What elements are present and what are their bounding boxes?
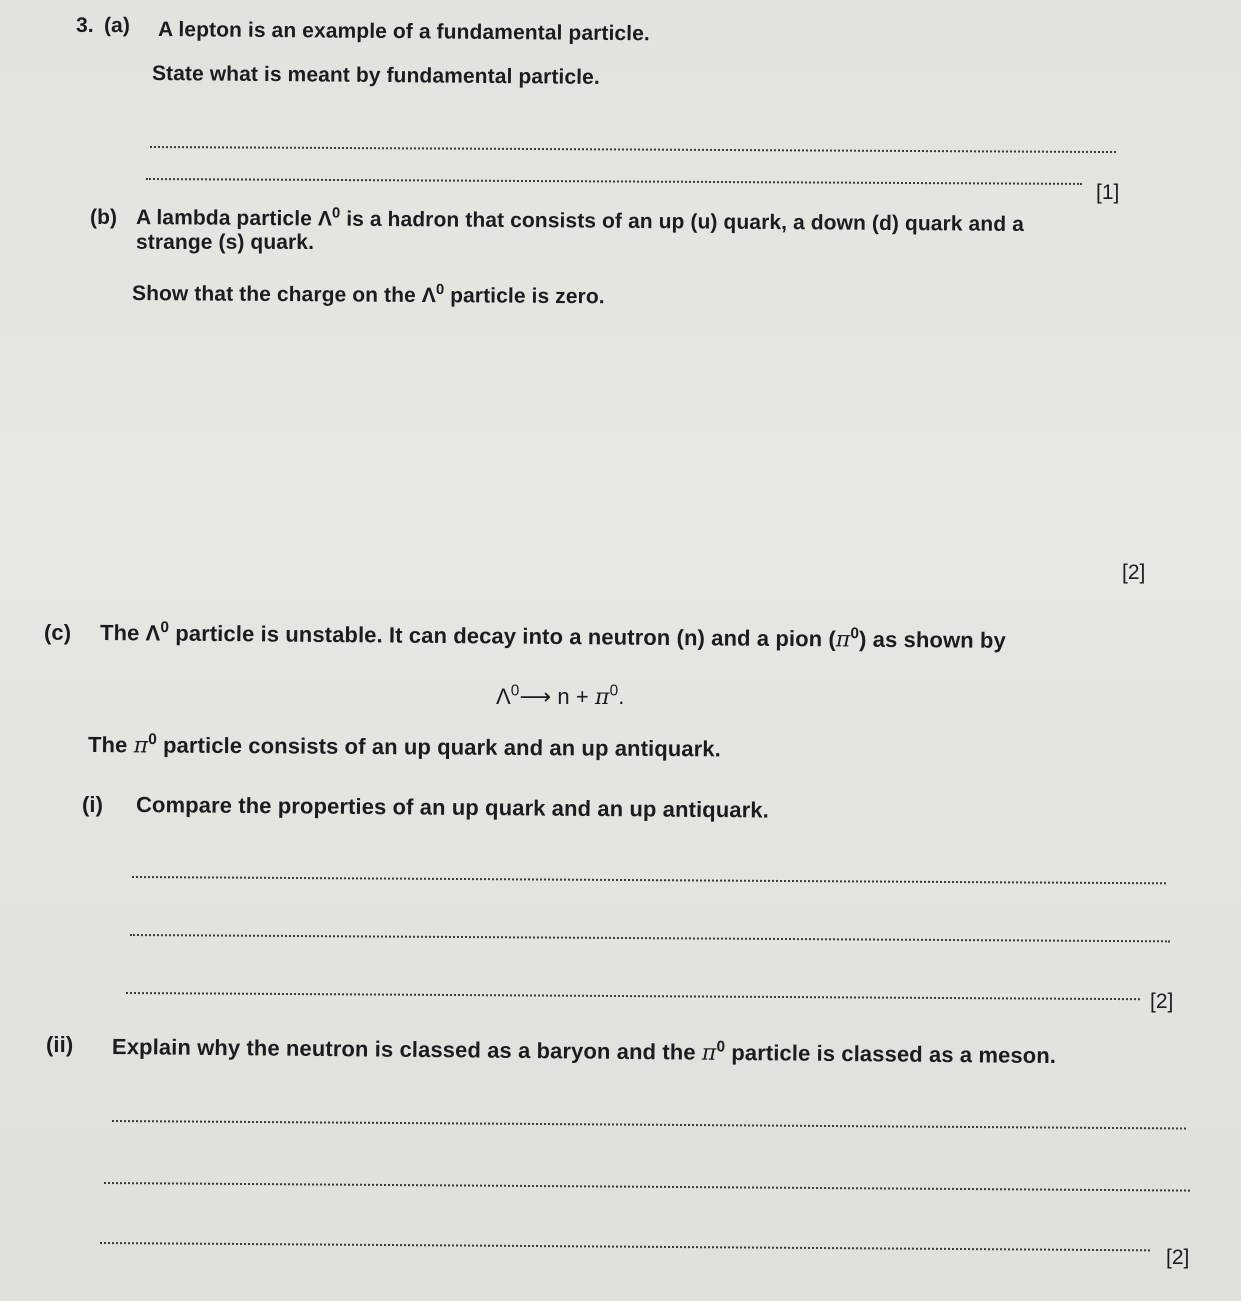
part-ci-label: (i) xyxy=(82,792,104,817)
equation-lambda-superscript: 0 xyxy=(510,682,520,700)
marks-cii: [2] xyxy=(1166,1246,1190,1269)
answer-line-a2[interactable] xyxy=(146,178,1082,185)
part-cii-text-post: particle is classed as a meson. xyxy=(724,1039,1057,1069)
part-b-line2: strange (s) quark. xyxy=(136,231,315,254)
lambda-superscript: 0 xyxy=(160,619,170,637)
part-b-line1-pre: A lambda particle xyxy=(135,206,319,231)
pion-superscript: 0 xyxy=(716,1038,726,1056)
answer-line-ci1[interactable] xyxy=(132,876,1166,884)
equation-arrow: ⟶ xyxy=(519,684,552,709)
equation-pion: π xyxy=(595,685,610,710)
equation-end: . xyxy=(618,684,625,709)
pion-description xyxy=(88,732,721,762)
part-a-prompt: State what is meant by fundamental particle. xyxy=(151,62,600,89)
part-a-stem: A lepton is an example of a fundamental particle. xyxy=(157,18,650,46)
answer-line-ci3[interactable] xyxy=(126,992,1140,1000)
part-c-line1 xyxy=(100,620,1006,654)
marks-b: [2] xyxy=(1122,561,1146,584)
pion-superscript: 0 xyxy=(850,625,860,643)
pion-superscript: 0 xyxy=(148,730,157,749)
part-b-prompt-post: particle is zero. xyxy=(444,284,605,309)
pion-symbol: π xyxy=(835,627,851,653)
decay-equation xyxy=(496,684,624,710)
answer-line-cii3[interactable] xyxy=(100,1242,1150,1251)
part-b-line1-post: is a hadron that consists of an up (u) quark, a down (d) quark and a xyxy=(340,207,1025,236)
answer-line-a1[interactable] xyxy=(150,146,1116,153)
lambda-superscript: 0 xyxy=(332,205,341,222)
part-b-prompt xyxy=(132,282,605,309)
part-cii-text xyxy=(112,1034,1056,1069)
part-c-label: (c) xyxy=(44,620,72,645)
answer-line-cii1[interactable] xyxy=(112,1120,1186,1129)
pion-description-pre: The xyxy=(87,732,134,758)
equation-pion-superscript: 0 xyxy=(609,682,619,700)
part-cii-label: (ii) xyxy=(46,1032,74,1057)
part-cii-text-pre: Explain why the neutron is classed as a baryon and the xyxy=(111,1034,702,1065)
pion-description-post: particle consists of an up quark and an up antiquark. xyxy=(156,732,721,762)
lambda-superscript: 0 xyxy=(435,282,445,299)
part-c-line1-post: particle is unstable. It can decay into a neutron (n) and a pion ( xyxy=(168,620,836,652)
answer-line-cii2[interactable] xyxy=(104,1182,1190,1192)
part-c-line1-pre: The xyxy=(99,620,146,646)
part-a-label: (a) xyxy=(103,13,131,38)
lambda-symbol: Λ xyxy=(145,620,161,646)
lambda-symbol: Λ xyxy=(317,207,333,231)
pion-symbol: π xyxy=(701,1040,717,1066)
question-number: 3. xyxy=(75,13,94,38)
pion-symbol: π xyxy=(133,733,149,759)
equation-rhs: n + xyxy=(551,684,596,709)
part-b-prompt-pre: Show that the charge on the xyxy=(131,282,422,308)
part-b-label: (b) xyxy=(90,206,118,229)
answer-line-ci2[interactable] xyxy=(130,934,1170,942)
marks-a: [1] xyxy=(1096,181,1120,204)
part-c-line1-end: ) as shown by xyxy=(858,626,1006,653)
part-ci-text: Compare the properties of an up quark and an up antiquark. xyxy=(135,792,769,823)
marks-ci: [2] xyxy=(1150,990,1174,1013)
equation-lambda: Λ xyxy=(496,684,511,709)
lambda-symbol: Λ xyxy=(421,284,437,308)
